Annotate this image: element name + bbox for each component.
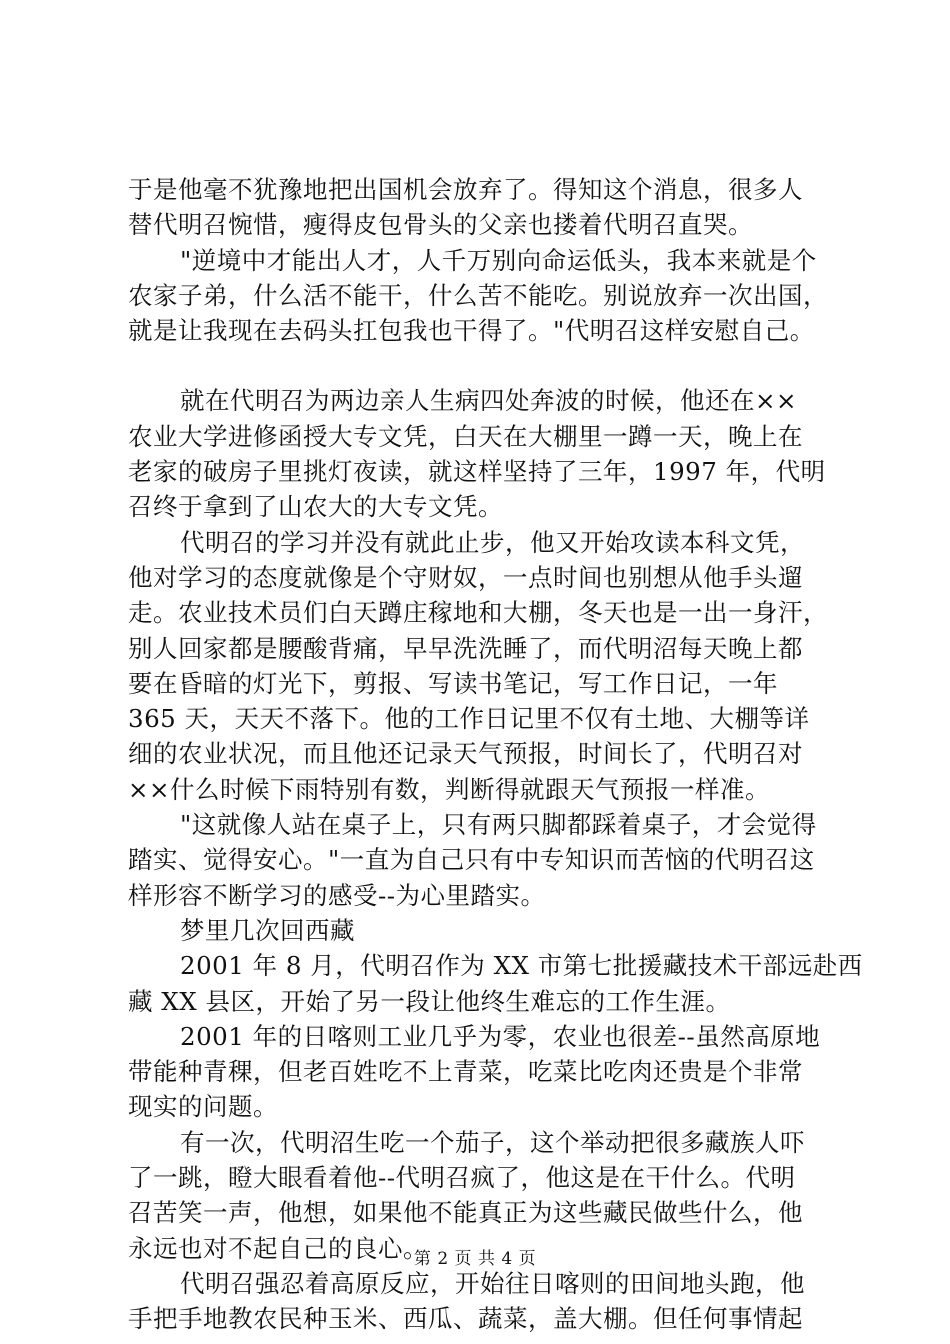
text-line: 代明召的学习并没有就此止步，他又开始攻读本科文凭， bbox=[180, 527, 805, 557]
text-line: 走。农业技术员们白天蹲庄稼地和大棚，冬天也是一出一身汗， bbox=[128, 598, 828, 628]
text-line: 召终于拿到了山农大的大专文凭。 bbox=[128, 492, 503, 522]
paragraph-2 bbox=[128, 243, 834, 349]
blank-line bbox=[128, 348, 834, 383]
paragraph-8 bbox=[128, 1019, 834, 1125]
body-text bbox=[128, 172, 863, 1337]
text-line: 梦里几次回西藏 bbox=[180, 915, 355, 945]
text-line: 就是让我现在去码头扛包我也干得了。"代明召这样安慰自己。 bbox=[128, 316, 815, 346]
paragraph-10 bbox=[128, 1266, 834, 1337]
text-line: 就在代明召为两边亲人生病四处奔波的时候，他还在×× bbox=[180, 386, 798, 416]
text-line: ××什么时候下雨特别有数，判断得就跟天气预报一样准。 bbox=[128, 774, 771, 804]
text-line: 老家的破房子里挑灯夜读，就这样坚持了三年，1997 年，代明 bbox=[128, 457, 826, 487]
text-line: 农家子弟，什么活不能干，什么苦不能吃。别说放弃一次出国， bbox=[128, 280, 828, 310]
paragraph-4 bbox=[128, 525, 834, 807]
paragraph-7 bbox=[128, 948, 863, 1019]
text-line: 现实的问题。 bbox=[128, 1092, 278, 1122]
text-line: 代明召强忍着高原反应，开始往日喀则的田间地头跑，他 bbox=[180, 1268, 805, 1298]
text-line: 365 天，天天不落下。他的工作日记里不仅有土地、大棚等详 bbox=[128, 704, 810, 734]
text-line: 农业大学进修函授大专文凭，白天在大棚里一蹲一天，晚上在 bbox=[128, 421, 803, 451]
paragraph-1 bbox=[128, 172, 834, 243]
text-line: 细的农业状况，而且他还记录天气预报，时间长了，代明召对 bbox=[128, 739, 803, 769]
text-line: 永远也对不起自己的良心。 bbox=[128, 1233, 428, 1263]
text-line: 藏 XX 县区，开始了另一段让他终生难忘的工作生涯。 bbox=[128, 986, 731, 1016]
text-line: 于是他毫不犹豫地把出国机会放弃了。得知这个消息，很多人 bbox=[128, 175, 803, 204]
page-footer: 第 2 页 共 4 页 bbox=[413, 1249, 537, 1269]
text-line: 带能种青稞，但老百姓吃不上青菜，吃菜比吃肉还贵是个非常 bbox=[128, 1057, 803, 1087]
section-heading bbox=[128, 913, 834, 948]
text-line: 踏实、觉得安心。"一直为自己只有中专知识而苦恼的代明召这 bbox=[128, 845, 815, 875]
text-line: 他对学习的态度就像是个守财奴，一点时间也别想从他手头遛 bbox=[128, 562, 803, 592]
text-line: 样形容不断学习的感受--为心里踏实。 bbox=[128, 880, 546, 910]
text-line: "这就像人站在桌子上，只有两只脚都踩着桌子，才会觉得 bbox=[180, 810, 817, 840]
text-line: 召苦笑一声，他想，如果他不能真正为这些藏民做些什么，他 bbox=[128, 1198, 803, 1228]
text-line: "逆境中才能出人才，人千万别向命运低头，我本来就是个 bbox=[180, 245, 817, 275]
text-line: 有一次，代明沼生吃一个茄子，这个举动把很多藏族人吓 bbox=[180, 1127, 805, 1157]
text-line: 要在昏暗的灯光下，剪报、写读书笔记，写工作日记，一年 bbox=[128, 668, 778, 698]
text-line: 了一跳，瞪大眼看着他--代明召疯了，他这是在干什么。代明 bbox=[128, 1163, 796, 1193]
paragraph-3 bbox=[128, 383, 834, 524]
text-line: 替代明召惋惜，瘦得皮包骨头的父亲也搂着代明召直哭。 bbox=[128, 210, 753, 240]
text-line: 2001 年 8 月，代明召作为 XX 市第七批援藏技术干部远赴西 bbox=[180, 951, 863, 981]
text-line: 别人回家都是腰酸背痛，早早洗洗睡了，而代明沼每天晚上都 bbox=[128, 633, 803, 663]
paragraph-5 bbox=[128, 807, 834, 913]
text-line: 手把手地教农民种玉米、西瓜、蔬菜，盖大棚。但任何事情起 bbox=[128, 1304, 803, 1334]
text-line: 2001 年的日喀则工业几乎为零，农业也很差--虽然高原地 bbox=[180, 1021, 821, 1051]
